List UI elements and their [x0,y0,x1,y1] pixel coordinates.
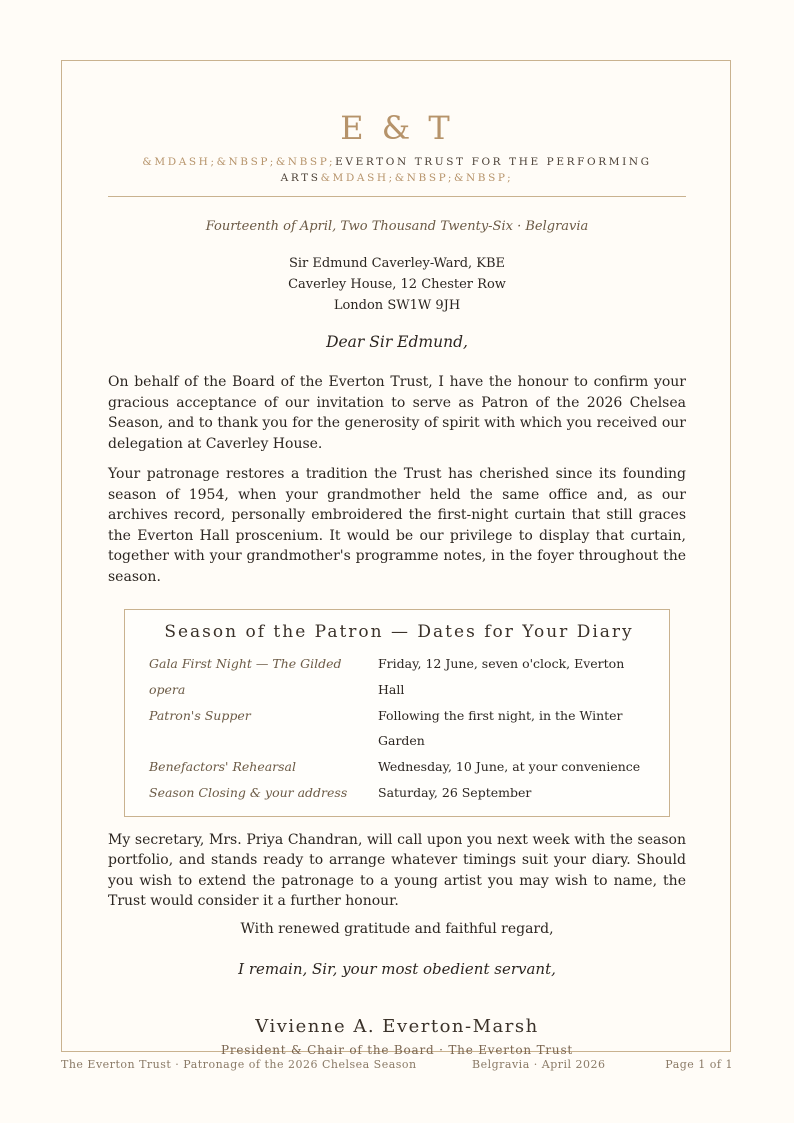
diary-event: Patron's Supper [149,707,251,723]
address-line-2: London SW1W 9JH [333,298,461,313]
diary-event: Gala First Night — The Gilded opera [149,656,342,697]
address-line-1: Caverley House, 12 Chester Row [288,277,506,292]
footer-left: The Everton Trust · Patronage of the 2026 Chelsea Season [61,1058,417,1071]
diary-row [149,754,649,780]
paragraph-1: On behalf of the Board of the Everton Trust, I have the honour to confirm your gracious acceptance of our invitation to serve as Patron of the 2026 Chelsea Season, and to thank you for the generosity of spirit with which you received our delegation at Caverley House. [108,374,686,452]
footer-page-number: Page 1 of 1 [665,1058,733,1071]
remain-line: I remain, Sir, your most obedient servant, [238,959,556,978]
diary-event: Benefactors' Rehearsal [149,759,297,775]
recipient-address [108,253,686,316]
diary-title: Season of the Patron — Dates for Your Diary [164,622,634,642]
diary-event: Season Closing & your address [149,784,348,800]
date-line: Fourteenth of April, Two Thousand Twenty-Six · Belgravia [205,219,589,234]
dash-left: &MDASH;&NBSP;&NBSP; [142,156,336,168]
diary-when: Saturday, 26 September [378,784,532,800]
signatory-name: Vivienne A. Everton-Marsh [255,1015,539,1037]
dash-right: &MDASH;&NBSP;&NBSP; [320,172,514,184]
letter-frame [61,60,731,1057]
diary-box [124,609,670,817]
signatory-role: President & Chair of the Board · The Everton Trust [220,1042,574,1057]
letter-content [108,61,686,1057]
salutation: Dear Sir Edmund, [326,333,468,351]
header-rule [108,196,686,197]
diary-row [149,780,649,806]
diary-when: Friday, 12 June, seven o'clock, Everton Hall [378,656,625,697]
trust-name-line [108,154,686,186]
closing-line: With renewed gratitude and faithful regard, [240,920,554,937]
paragraph-3: My secretary, Mrs. Priya Chandran, will call upon you next week with the season portfolio, and stands ready to arrange whatever timings suit your diary. Should you wish to extend the patronage to a young artist you may wish to name, the Trust would consider it a further honour. [108,831,686,910]
monogram: E & T [340,109,454,147]
recipient-name: Sir Edmund Caverley-Ward, KBE [288,256,506,271]
diary-when: Wednesday, 10 June, at your convenience [378,759,641,775]
diary-when: Following the first night, in the Winter Garden [378,707,623,749]
trust-name: EVERTON TRUST FOR THE PERFORMING ARTS [280,156,652,184]
footer-center: Belgravia · April 2026 [472,1058,606,1071]
page-footer [61,1058,733,1076]
paragraph-2: Your patronage restores a tradition the Trust has cherished since its founding season of 1954, when your grandmother held the same office and, as our archives record, personally embroidered the first-night curtain that still graces the Everton Hall proscenium. It would be our privilege to display that curtain, together with your grandmother's programme notes, in the foyer throughout the season. [108,466,686,585]
diary-row [149,651,649,703]
diary-row [149,703,649,755]
